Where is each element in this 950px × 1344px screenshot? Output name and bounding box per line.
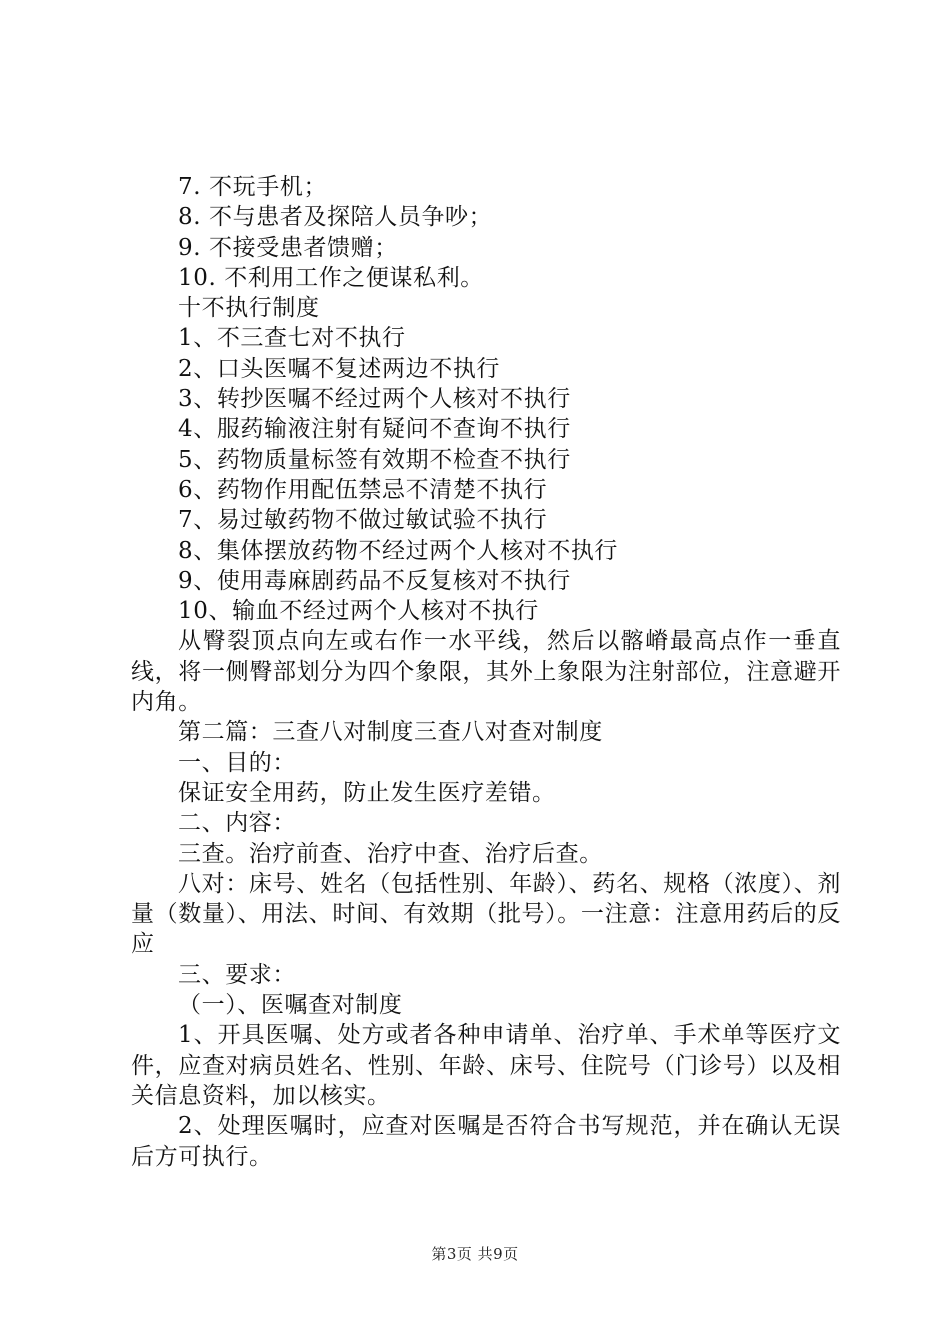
rule-item-8: 8、集体摆放药物不经过两个人核对不执行	[178, 537, 619, 564]
section-purpose-heading: 一、目的：	[178, 749, 296, 776]
rule-item-10: 10、输血不经过两个人核对不执行	[178, 598, 539, 625]
section-requirements-heading: 三、要求：	[178, 961, 296, 988]
three-checks-paragraph: 三查。治疗前查、治疗中查、治疗后查。	[178, 840, 603, 867]
injection-site-paragraph: 从臀裂顶点向左或右作一水平线，然后以髂嵴最高点作一垂直线，将一侧臀部划分为四个象限，其外上象限为注射部位，注意避开内角。	[131, 628, 841, 716]
rule-item-4: 4、服药输液注射有疑问不查询不执行	[178, 416, 571, 443]
paragraph-4: 10. 不利用工作之便谋私利。	[178, 264, 484, 291]
paragraph-3: 9. 不接受患者馈赠；	[178, 234, 398, 261]
eight-verifications-paragraph: 八对：床号、姓名（包括性别、年龄）、药名、规格（浓度）、剂量（数量）、用法、时间、有效期（批号）。一注意：注意用药后的反应	[131, 870, 841, 958]
rule-item-3: 3、转抄医嘱不经过两个人核对不执行	[178, 386, 571, 413]
rule-item-5: 5、药物质量标签有效期不检查不执行	[178, 446, 571, 473]
page-footer: 第3页 共9页	[431, 1245, 519, 1263]
chapter-two-title: 第二篇：三查八对制度三查八对查对制度	[178, 719, 603, 746]
paragraph-1: 7. 不玩手机；	[178, 174, 328, 200]
rule-item-7: 7、易过敏药物不做过敏试验不执行	[178, 507, 548, 534]
rule-item-9: 9、使用毒麻剧药品不反复核对不执行	[178, 567, 571, 594]
requirement-item-1: 1、开具医嘱、处方或者各种申请单、治疗单、手术单等医疗文件，应查对病员姓名、性别、年龄、床号、住院号（门诊号）以及相关信息资料，加以核实。	[131, 1022, 841, 1109]
section-heading-ten-rules: 十不执行制度	[178, 295, 320, 322]
rule-item-6: 6、药物作用配伍禁忌不清楚不执行	[178, 476, 548, 503]
purpose-paragraph: 保证安全用药，防止发生医疗差错。	[178, 779, 556, 806]
subsection-order-check-heading: （一）、医嘱查对制度	[178, 992, 403, 1019]
section-content-heading: 二、内容：	[178, 810, 296, 837]
document-body	[131, 172, 841, 1172]
requirement-item-2: 2、处理医嘱时，应查对医嘱是否符合书写规范，并在确认无误后方可执行。	[131, 1113, 841, 1170]
paragraph-2: 8. 不与患者及探陪人员争吵；	[178, 204, 493, 231]
rule-item-2: 2、口头医嘱不复述两边不执行	[178, 355, 501, 382]
rule-item-1: 1、不三查七对不执行	[178, 325, 406, 352]
